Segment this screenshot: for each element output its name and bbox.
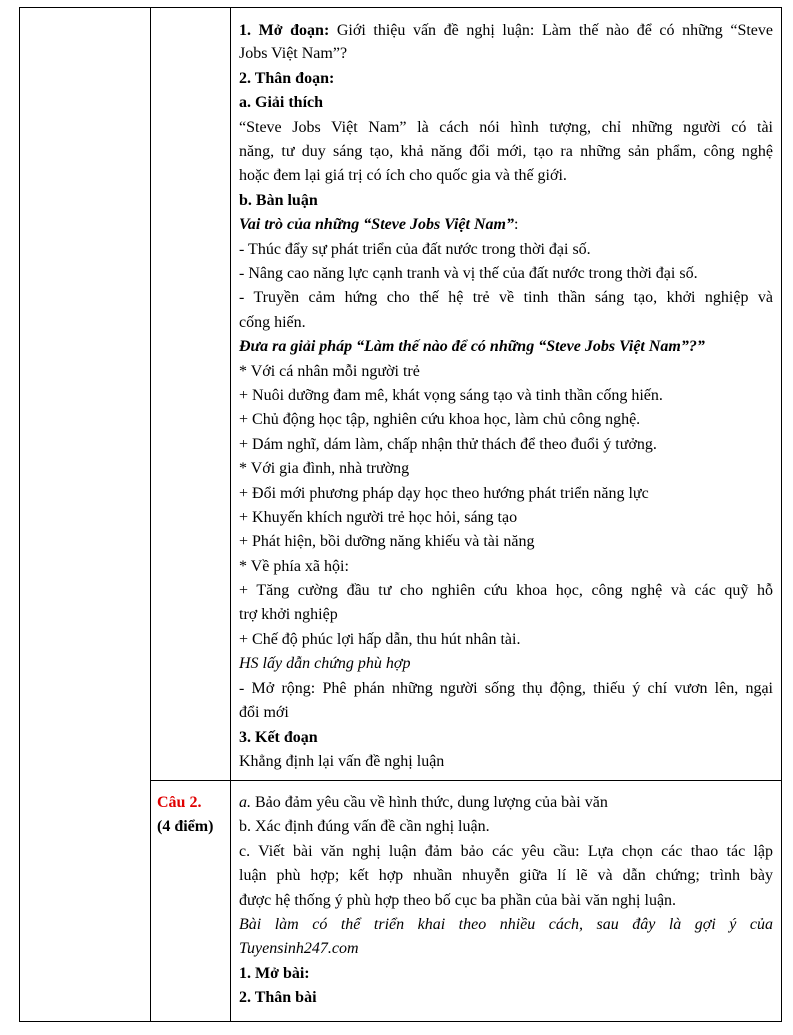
giai-thich-line: “Steve Jobs Việt Nam” là cách nói hình tượng, chỉ những người có tài bbox=[239, 119, 773, 136]
giai-phap-item: * Với cá nhân mỗi người trẻ bbox=[239, 363, 420, 380]
giai-thich-heading: a. Giải thích bbox=[239, 94, 324, 111]
ket-doan-heading: 3. Kết đoạn bbox=[239, 729, 318, 746]
giai-thich-line: năng, tư duy sáng tạo, khả năng đổi mới, tạo ra những sản phẩm, công nghệ bbox=[239, 143, 773, 160]
column-divider-2 bbox=[230, 7, 231, 1022]
vai-tro-item: - Nâng cao năng lực cạnh tranh và vị thế của đất nước trong thời đại số. bbox=[239, 265, 698, 282]
column-divider-1 bbox=[150, 7, 151, 1022]
vai-tro-item: - Thúc đẩy sự phát triển của đất nước trong thời đại số. bbox=[239, 241, 591, 258]
vai-tro-heading: Vai trò của những “Steve Jobs Việt Nam” bbox=[239, 216, 514, 233]
requirement-a bbox=[239, 793, 608, 813]
giai-phap-item: * Về phía xã hội: bbox=[239, 558, 349, 575]
giai-phap-item: + Khuyến khích người trẻ học hỏi, sáng tạo bbox=[239, 509, 518, 526]
mo-doan-text: Giới thiệu vấn đề nghị luận: Làm thế nào để có những “Steve bbox=[329, 22, 774, 39]
vai-tro-item: cống hiến. bbox=[239, 314, 306, 331]
dan-chung-note: HS lấy dẫn chứng phù hợp bbox=[239, 655, 411, 672]
giai-thich-line: hoặc đem lại giá trị có ích cho quốc gia và thế giới. bbox=[239, 167, 567, 184]
mo-doan-line bbox=[239, 21, 773, 41]
vai-tro-line bbox=[239, 215, 518, 235]
mo-doan-line-2: Jobs Việt Nam”? bbox=[239, 45, 348, 62]
ket-doan-text: Khẳng định lại vấn đề nghị luận bbox=[239, 753, 445, 770]
giai-phap-item: + Đổi mới phương pháp dạy học theo hướng phát triển năng lực bbox=[239, 485, 649, 502]
giai-phap-item: + Tăng cường đầu tư cho nghiên cứu khoa học, công nghệ và các quỹ hỗ bbox=[239, 582, 773, 599]
vai-tro-colon: : bbox=[513, 216, 519, 233]
diem-label: (4 điểm) bbox=[157, 818, 214, 835]
requirement-a-label: a. bbox=[239, 794, 251, 811]
row-divider bbox=[150, 780, 781, 781]
requirement-c: c. Viết bài văn nghị luận đảm bảo các yêu cầu: Lựa chọn các thao tác lập bbox=[239, 843, 773, 860]
suggestion-note: Bài làm có thể triển khai theo nhiều cách, sau đây là gợi ý của bbox=[239, 916, 773, 933]
mo-rong-line: - Mở rộng: Phê phán những người sống thụ động, thiếu ý chí vươn lên, ngại bbox=[239, 680, 773, 697]
mo-rong-line: đổi mới bbox=[239, 704, 289, 721]
giai-phap-item: + Dám nghĩ, dám làm, chấp nhận thử thách để theo đuổi ý tưởng. bbox=[239, 436, 657, 453]
suggestion-note: Tuyensinh247.com bbox=[239, 940, 359, 957]
giai-phap-item: + Nuôi dưỡng đam mê, khát vọng sáng tạo và tinh thần cống hiến. bbox=[239, 387, 663, 404]
cau-label: Câu 2. bbox=[157, 794, 202, 811]
giai-phap-item: + Chế độ phúc lợi hấp dẫn, thu hút nhân tài. bbox=[239, 631, 521, 648]
ban-luan-heading: b. Bàn luận bbox=[239, 192, 318, 209]
giai-phap-heading: Đưa ra giải pháp “Làm thế nào để có những “Steve Jobs Việt Nam”?” bbox=[239, 338, 705, 355]
requirement-c: được hệ thống ý phù hợp theo bố cục ba phần của bài văn nghị luận. bbox=[239, 892, 677, 909]
giai-phap-item: trợ khởi nghiệp bbox=[239, 606, 338, 623]
requirement-a-text: Bảo đảm yêu cầu về hình thức, dung lượng của bài văn bbox=[251, 794, 608, 811]
than-doan-heading: 2. Thân đoạn: bbox=[239, 70, 335, 87]
giai-phap-item: * Với gia đình, nhà trường bbox=[239, 460, 410, 477]
than-bai-heading: 2. Thân bài bbox=[239, 989, 317, 1006]
mo-doan-label: 1. Mở đoạn: bbox=[239, 22, 330, 39]
requirement-b: b. Xác định đúng vấn đề cần nghị luận. bbox=[239, 818, 490, 835]
giai-phap-item: + Chủ động học tập, nghiên cứu khoa học, làm chủ công nghệ. bbox=[239, 411, 641, 428]
answer-table bbox=[19, 7, 782, 1022]
mo-bai-heading: 1. Mở bài: bbox=[239, 965, 310, 982]
giai-phap-item: + Phát hiện, bồi dưỡng năng khiếu và tài năng bbox=[239, 533, 535, 550]
requirement-c: luận phù hợp; kết hợp nhuần nhuyễn giữa lí lẽ và dẫn chứng; trình bày bbox=[239, 867, 773, 884]
vai-tro-item: - Truyền cảm hứng cho thế hệ trẻ về tinh thần sáng tạo, khởi nghiệp và bbox=[239, 289, 773, 306]
